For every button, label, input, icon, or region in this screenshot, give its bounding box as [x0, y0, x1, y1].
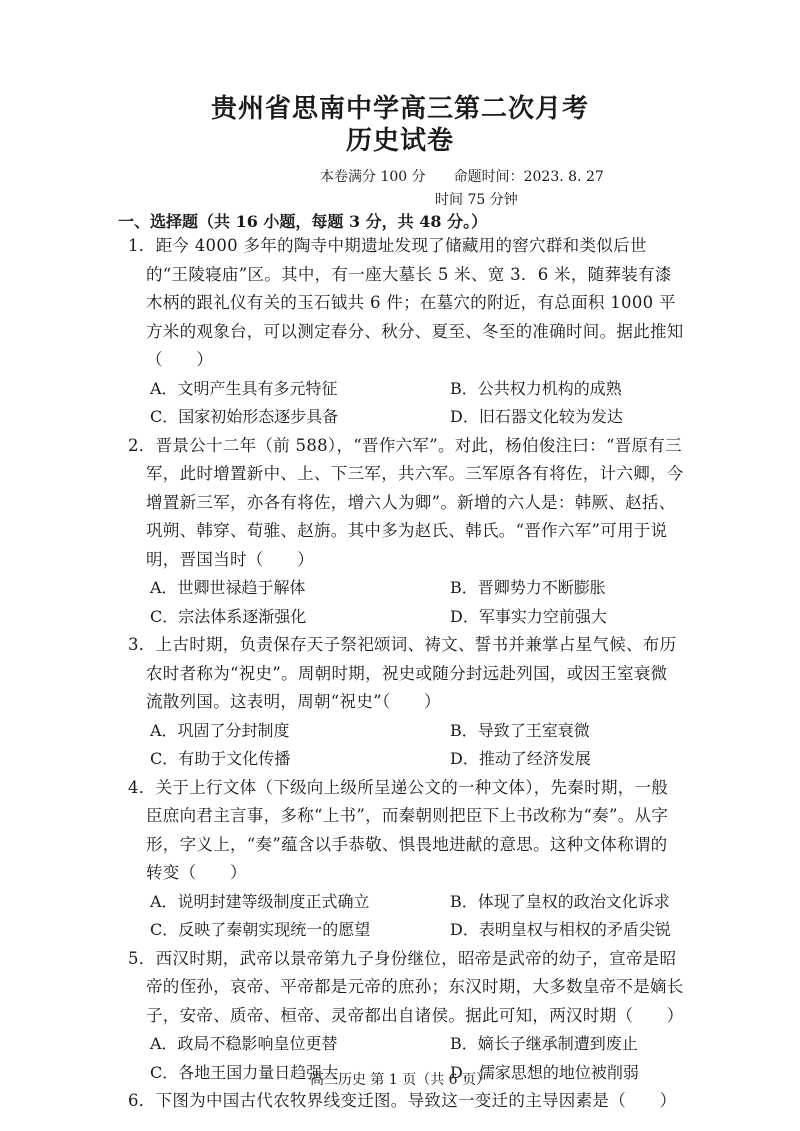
- question-stem: 4．关于上行文体（下级向上级所呈递公文的一种文体），先秦时期，一般臣庶向君主言事，多称“上书”，而秦朝则把臣下上书改称为“奏”。从字形，字义上，“奏”蕴含以手恭敬、惧畏地进献的意思。这种文体称谓的转变（ ）: [128, 777, 669, 882]
- exam-duration: 时间 75 分钟: [435, 192, 518, 208]
- question-list: [0, 232, 800, 1116]
- option-d: D．旧石器文化较为发达: [450, 407, 623, 426]
- option-a: A．世卿世禄趋于解体: [150, 578, 306, 597]
- option-a: A．说明封建等级制度正式确立: [150, 891, 370, 911]
- option-d: D．军事实力空前强大: [450, 606, 607, 626]
- option-b: B．嫡长子继承制遭到废止: [450, 1034, 638, 1053]
- option-d: D．表明皇权与相权的矛盾尖锐: [450, 920, 671, 939]
- question-stem: 5．西汉时期，武帝以景帝第九子身份继位，昭帝是武帝的幼子，宣帝是昭帝的侄孙，哀帝、平帝都是元帝的庶孙；东汉时期，大多数皇帝不是嫡长子，安帝、质帝、桓帝、灵帝都出自诸侯。据此可知，两汉时期（ ）: [128, 948, 684, 1025]
- option-c: C．各地王国力量日趋强大: [150, 1062, 339, 1082]
- option-c: C．宗法体系逐渐强化: [150, 606, 307, 626]
- option-d: D．儒家思想的地位被削弱: [450, 1062, 639, 1082]
- question-options: [150, 717, 670, 774]
- question-options: [150, 574, 670, 631]
- page-footer: 高三历史 第 1 页（共 6 页）: [309, 1072, 491, 1088]
- option-a: A．巩固了分封制度: [150, 720, 290, 740]
- question-6: [0, 1087, 800, 1116]
- option-c: C．反映了秦朝实现统一的愿望: [150, 920, 371, 939]
- option-b: B．公共权力机构的成熟: [450, 378, 622, 398]
- exam-subtitle: 历史试卷: [345, 126, 454, 156]
- question-stem: 1．距今 4000 多年的陶寺中期遗址发现了储藏用的窖穴群和类似后世的“王陵寝庙”区。其中，有一座大墓长 5 米、宽 3．6 米，随葬装有漆木柄的跟礼仪有关的玉石钺共 6 件；在墓穴的附近，有总面积 1000 平方米的观象台，可以测定春分、秋分、夏至、冬至的准确时间。据此推知（ ）: [128, 236, 684, 369]
- exam-title: 贵州省思南中学高三第二次月考: [210, 94, 589, 124]
- question-options: [150, 888, 670, 945]
- question-options: [150, 375, 670, 432]
- question-3: [0, 631, 800, 774]
- option-c: C．国家初始形态逐步具备: [150, 407, 339, 426]
- question-stem: 6．下图为中国古代农牧界线变迁图。导致这一变迁的主导因素是（ ）: [128, 1091, 677, 1110]
- section-title: 一、选择题（共 16 小题，每题 3 分，共 48 分。）: [118, 212, 488, 231]
- question-stem: 3．上古时期，负责保存天子祭祀颂词、祷文、誓书并兼掌占星气候、布历农时者称为“祝史”。周朝时期，祝史或随分封远赴列国，或因王室衰微流散列国。这表明，周朝“祝史”（ ）: [128, 635, 677, 711]
- option-b: B．晋卿势力不断膨胀: [450, 578, 606, 597]
- question-stem: 2．晋景公十二年（前 588），“晋作六军”。对此，杨伯俊注曰：“晋原有三军，此时增置新中、上、下三军，共六军。三军原各有将佐，计六卿，今增置新三军，亦各有将佐，增六人为卿”。新增的六人是：韩厥、赵括、巩朔、韩穿、荀骓、赵旃。其中多为赵氏、韩氏。“晋作六军”可用于说明，晋国当时（ ）: [128, 435, 684, 569]
- option-b: B．体现了皇权的政治文化诉求: [450, 891, 670, 911]
- question-5: [0, 945, 800, 1088]
- question-1: [0, 232, 800, 432]
- score-and-date: 本卷满分 100 分 命题时间：2023. 8. 27: [320, 169, 604, 185]
- question-2: [0, 432, 800, 632]
- option-a: A．文明产生具有多元特征: [150, 378, 338, 398]
- option-c: C．有助于文化传播: [150, 749, 291, 768]
- option-d: D．推动了经济发展: [450, 749, 591, 768]
- option-a: A．政局不稳影响皇位更替: [150, 1034, 338, 1053]
- question-4: [0, 774, 800, 945]
- option-b: B．导致了王室衰微: [450, 720, 590, 740]
